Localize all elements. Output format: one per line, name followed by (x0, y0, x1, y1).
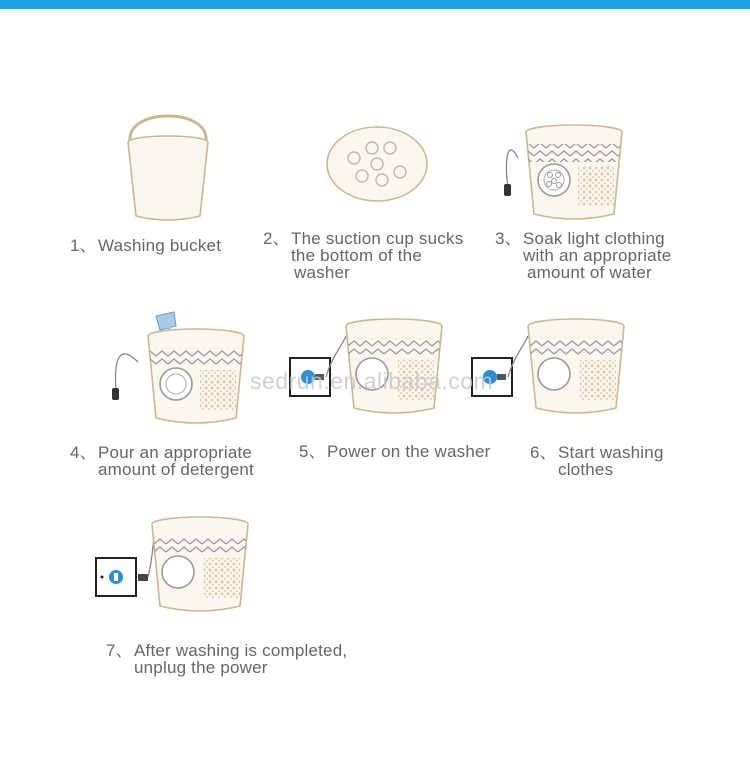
step-text-line: Washing bucket (98, 236, 222, 255)
step-number: 3、 (495, 229, 522, 248)
step-number: 2、 (263, 229, 290, 248)
step-number: 5、 (299, 442, 326, 461)
step-text-line: Power on the washer (327, 442, 491, 461)
step-text-line: with an appropriate (523, 246, 672, 265)
step-6-caption (530, 444, 710, 484)
step-number: 7、 (106, 641, 133, 660)
step-text-line: clothes (558, 460, 614, 479)
step-5-caption (299, 443, 519, 463)
step-text-line: Start washing (558, 443, 664, 462)
step-text-line: washer (294, 263, 351, 282)
top-accent-bar (0, 0, 750, 9)
watermark: sedrun.en.alibaba.com (250, 368, 494, 394)
step-number: 6、 (530, 443, 557, 462)
step-number: 1、 (70, 236, 97, 255)
step-text-line: amount of detergent (98, 460, 254, 479)
step-number: 4、 (70, 443, 97, 462)
step-text-line: amount of water (527, 263, 652, 282)
step-text-line: unplug the power (134, 658, 268, 677)
bucket-with-washer-icon (498, 118, 628, 228)
unplug-icon (94, 514, 254, 628)
step-4-caption (70, 444, 290, 484)
suction-cup-icon (322, 118, 432, 208)
step-text-line: Pour an appropriate (98, 443, 253, 462)
step-text-line: The suction cup sucks (291, 229, 464, 248)
step-text-line: After washing is completed, (134, 641, 348, 660)
pour-detergent-icon (108, 302, 253, 432)
step-1-caption (70, 237, 250, 257)
step-2-caption (263, 230, 483, 285)
step-text-line: the bottom of the (291, 246, 422, 265)
step-7-caption (106, 642, 386, 682)
step-3-caption (495, 230, 715, 285)
washing-icon (470, 316, 630, 430)
step-text-line: Soak light clothing (523, 229, 665, 248)
bucket-icon (118, 98, 218, 228)
